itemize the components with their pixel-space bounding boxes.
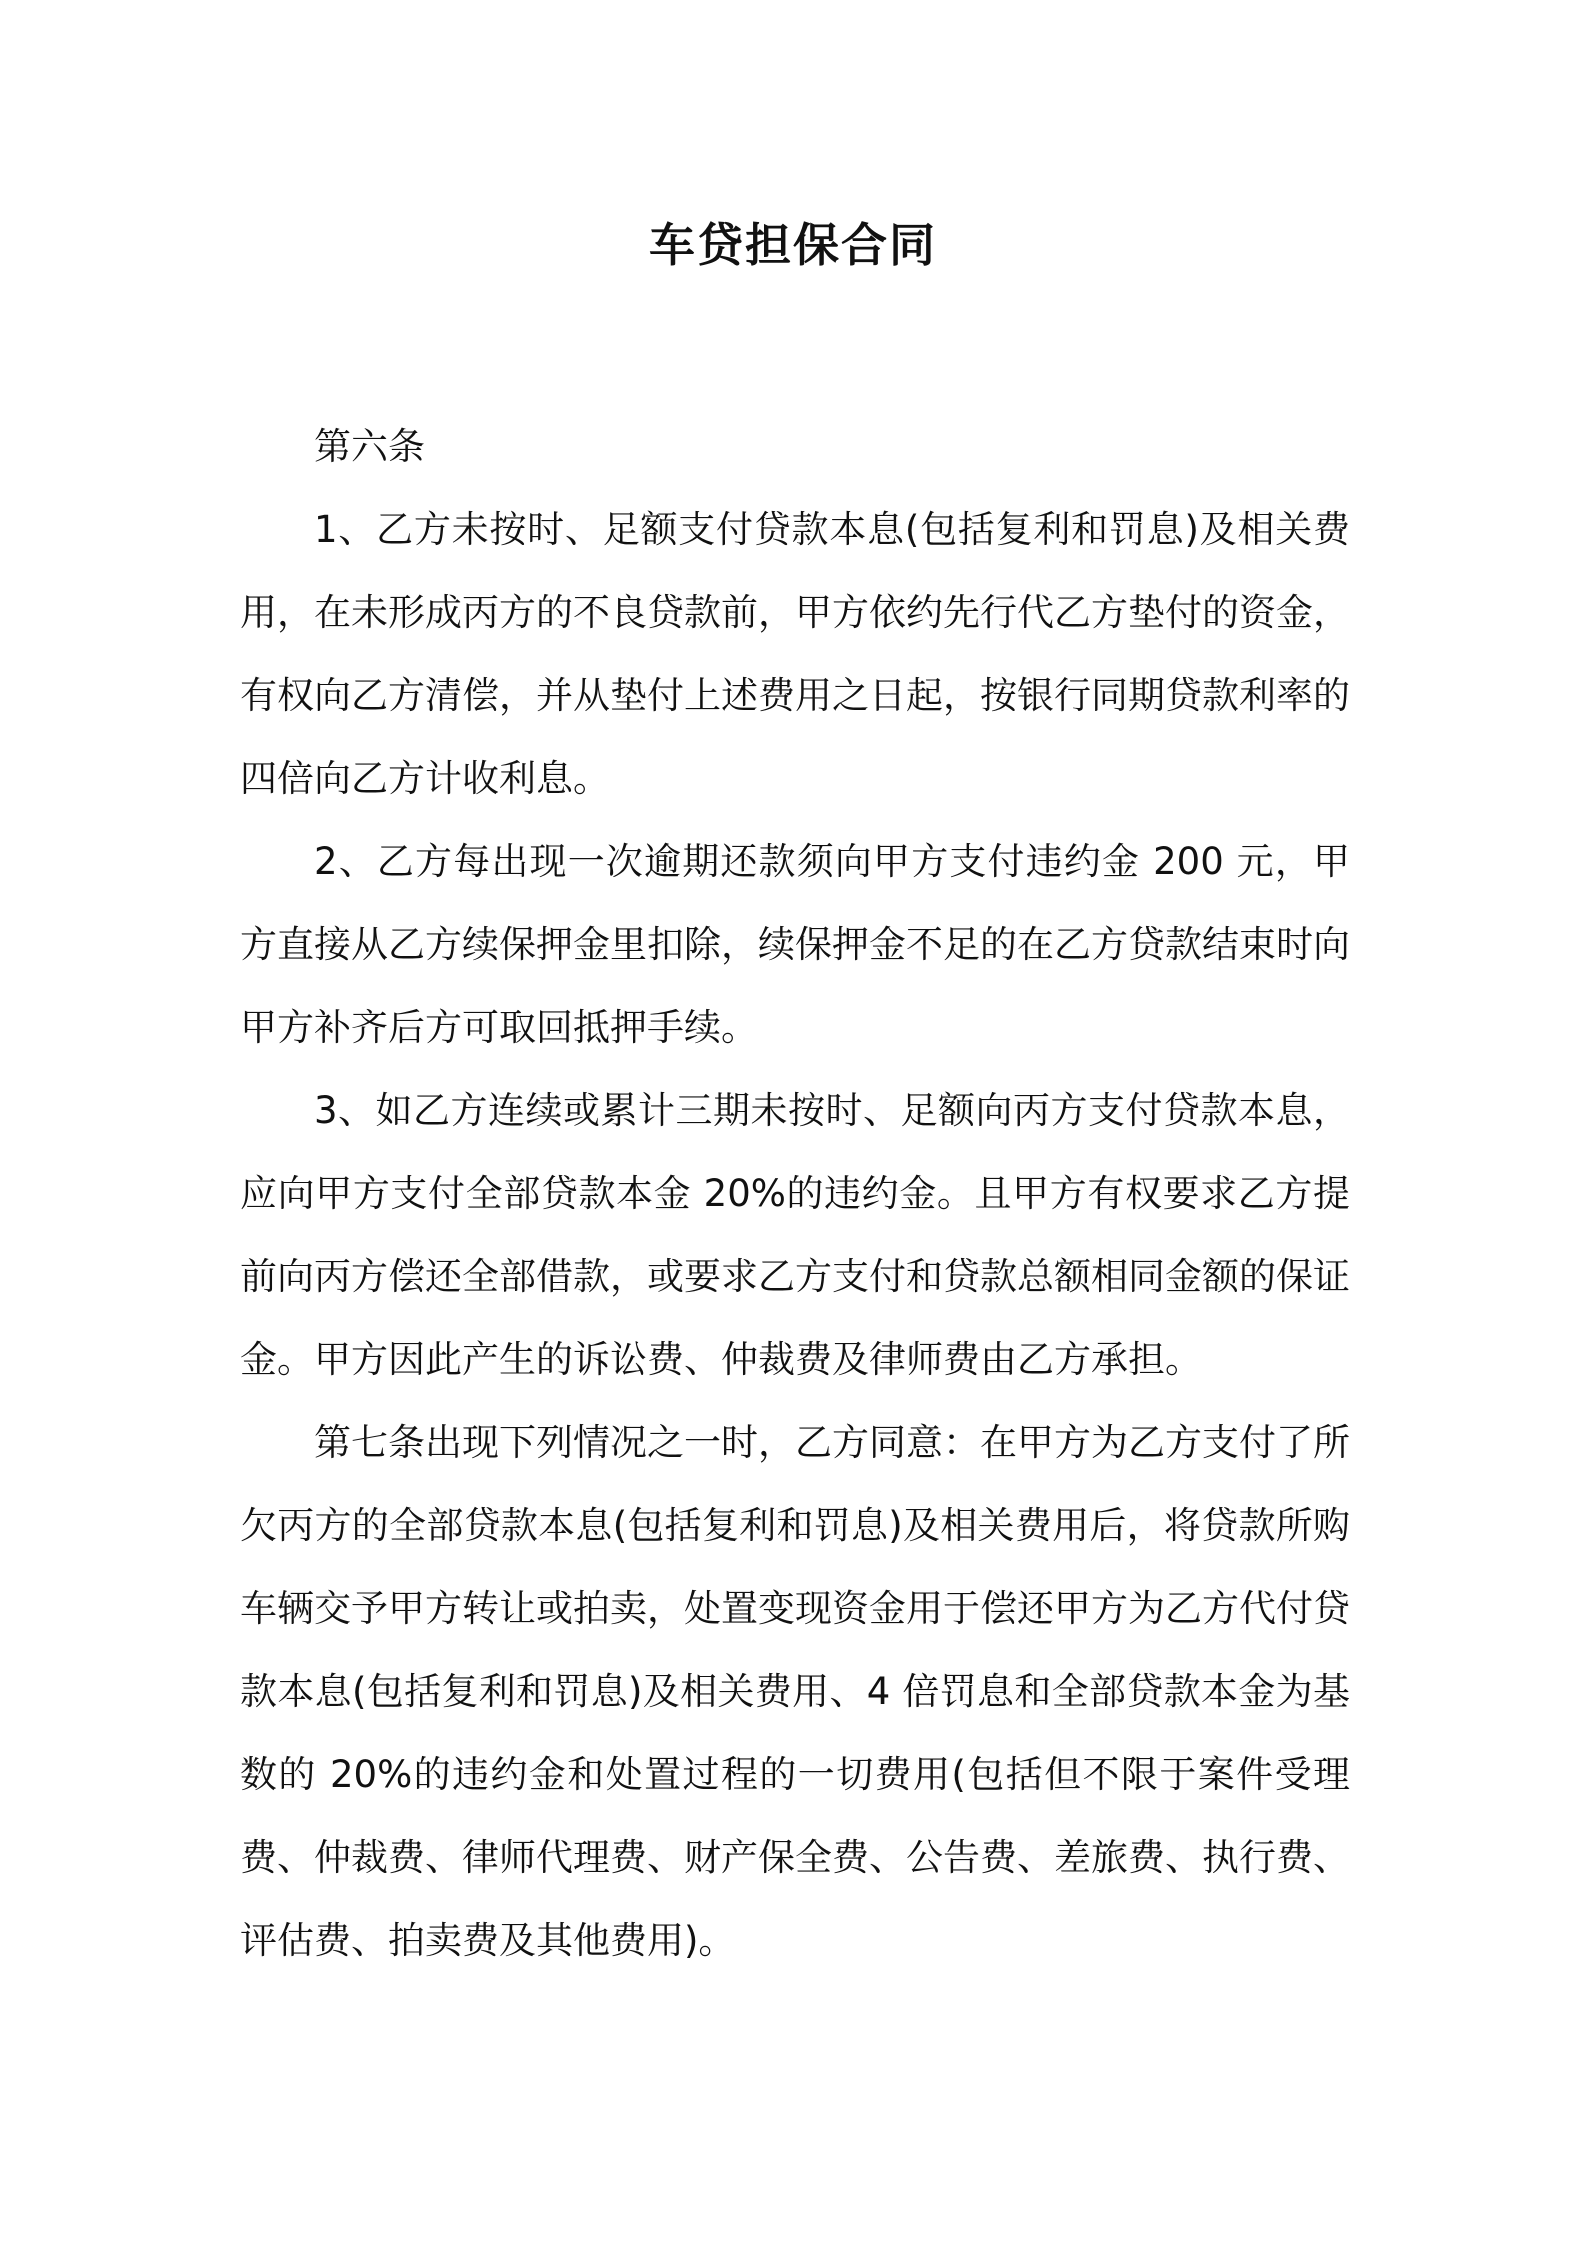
clause-paragraph: 第七条出现下列情况之一时，乙方同意：在甲方为乙方支付了所欠丙方的全部贷款本息(包括复利和罚息)及相关费用后，将贷款所购车辆交予甲方转让或拍卖，处置变现资金用于偿还甲方为乙方代付贷款本息(包括复利和罚息)及相关费用、4 倍罚息和全部贷款本金为基数的 20%的违约金和处置过程的一切费用(包括但不限于案件受理费、仲裁费、律师代理费、财产保全费、公告费、差旅费、执行费、评估费、拍卖费及其他费用)。 [240, 1421, 1350, 1962]
clause-paragraph: 3、如乙方连续或累计三期未按时、足额向丙方支付贷款本息，应向甲方支付全部贷款本金 20%的违约金。且甲方有权要求乙方提前向丙方偿还全部借款，或要求乙方支付和贷款总额相同金额的保证金。甲方因此产生的诉讼费、仲裁费及律师费由乙方承担。 [240, 1089, 1350, 1381]
clause-paragraph: 1、乙方未按时、足额支付贷款本息(包括复利和罚息)及相关费用，在未形成丙方的不良贷款前，甲方依约先行代乙方垫付的资金，有权向乙方清偿，并从垫付上述费用之日起，按银行同期贷款利率的四倍向乙方计收利息。 [240, 508, 1350, 800]
document-title: 车贷担保合同 [649, 218, 937, 272]
article-heading: 第六条 [314, 425, 425, 468]
clause-paragraph: 2、乙方每出现一次逾期还款须向甲方支付违约金 200 元，甲方直接从乙方续保押金里扣除，续保押金不足的在乙方贷款结束时向甲方补齐后方可取回抵押手续。 [240, 840, 1350, 1049]
document-body [240, 405, 1350, 1982]
